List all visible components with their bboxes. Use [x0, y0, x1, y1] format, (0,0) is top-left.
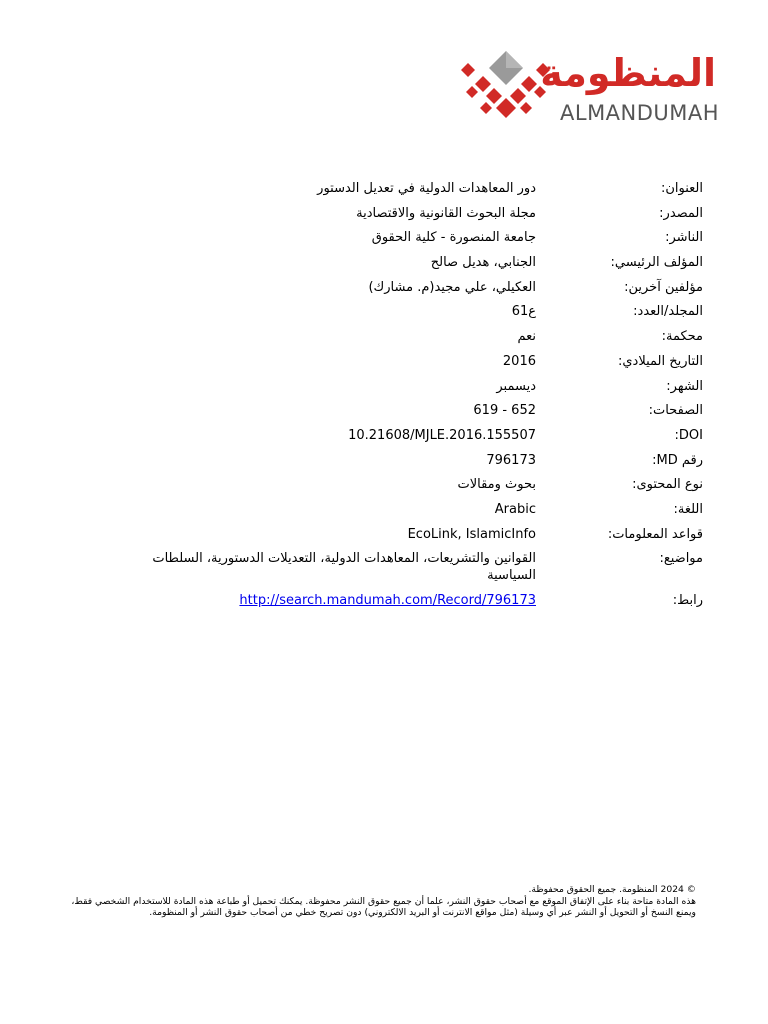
record-row-link — [100, 588, 703, 613]
record-row-source — [100, 201, 703, 226]
record-link[interactable]: http://search.mandumah.com/Record/796173 — [239, 593, 536, 609]
doi-value: 10.21608/MJLE.2016.155507 — [348, 427, 536, 443]
content-type-value: بحوث ومقالات — [457, 477, 536, 493]
main-author-label: المؤلف الرئيسي: — [610, 255, 703, 271]
peer-reviewed-value: نعم — [517, 329, 536, 345]
other-authors-value: العكيلي، علي مجيد(م. مشارك) — [368, 279, 536, 295]
record-row-peer-reviewed — [100, 324, 703, 349]
subjects-label: مواضيع: — [659, 551, 703, 567]
source-value: مجلة البحوث القانونية والاقتصادية — [356, 205, 536, 221]
pages-value: 619 - 652 — [473, 403, 536, 419]
content-type-label: نوع المحتوى: — [632, 477, 703, 493]
record-row-publisher — [100, 225, 703, 250]
record-row-databases — [100, 522, 703, 547]
main-author-value: الجنابي، هديل صالح — [430, 255, 536, 271]
databases-label: قواعد المعلومات: — [607, 526, 703, 542]
md-number-label: رقم MD: — [652, 452, 703, 468]
record-row-year — [100, 349, 703, 374]
year-label: التاريخ الميلادي: — [618, 353, 703, 369]
record-row-title — [100, 176, 703, 201]
title-value: دور المعاهدات الدولية في تعديل الدستور — [317, 181, 536, 196]
record-row-content-type — [100, 472, 703, 497]
language-value: Arabic — [494, 501, 536, 517]
databases-value: EcoLink, IslamicInfo — [407, 526, 536, 542]
doi-label: DOI: — [674, 427, 703, 443]
record-row-other-authors — [100, 275, 703, 300]
record-row-md-number — [100, 448, 703, 473]
other-authors-label: مؤلفين آخرين: — [624, 279, 703, 295]
volume-issue-label: المجلد/العدد: — [633, 304, 703, 320]
pages-label: الصفحات: — [648, 403, 703, 419]
year-value: 2016 — [502, 353, 536, 369]
language-label: اللغة: — [673, 501, 703, 517]
peer-reviewed-label: محكمة: — [661, 329, 703, 345]
record-row-doi — [100, 423, 703, 448]
volume-issue-value: ع61 — [511, 304, 536, 320]
record-row-language — [100, 497, 703, 522]
record-row-main-author — [100, 250, 703, 275]
copyright-footer — [54, 884, 696, 919]
record-metadata — [100, 176, 703, 613]
copyright-line: © 2024 المنظومة. جميع الحقوق محفوظة. — [528, 884, 696, 895]
title-label: العنوان: — [660, 181, 703, 196]
publisher-value: جامعة المنصورة - كلية الحقوق — [371, 230, 536, 246]
record-row-pages — [100, 398, 703, 423]
logo-latin-wordmark: ALMANDUMAH — [560, 101, 720, 125]
almandumah-logo — [456, 48, 718, 130]
logo-arabic-wordmark: المنظومة — [540, 51, 716, 95]
record-row-month — [100, 374, 703, 399]
source-label: المصدر: — [659, 205, 703, 221]
record-row-volume-issue — [100, 299, 703, 324]
subjects-value: القوانين والتشريعات، المعاهدات الدولية، التعديلات الدستورية، السلطات السياسية — [152, 551, 536, 584]
md-number-value: 796173 — [486, 452, 536, 468]
record-row-subjects — [100, 546, 703, 588]
link-label: رابط: — [672, 593, 703, 609]
month-label: الشهر: — [666, 378, 703, 394]
copyright-notice: هذه المادة متاحة بناء على الإتفاق الموقع مع أصحاب حقوق النشر، علما أن جميع حقوق النشر محفوظة. يمكنك تحميل أو طباعة هذه المادة للاستخدام الشخصي فقط، ويمنع النسخ أو التحويل أو النشر عبر أي وسيلة (مثل مواقع الانترنت أو البريد الالكتروني) دون تصريح خطي من أصحاب حقوق النشر أو المنظومة. — [71, 895, 696, 918]
publisher-label: الناشر: — [665, 230, 703, 246]
month-value: ديسمبر — [496, 378, 536, 394]
